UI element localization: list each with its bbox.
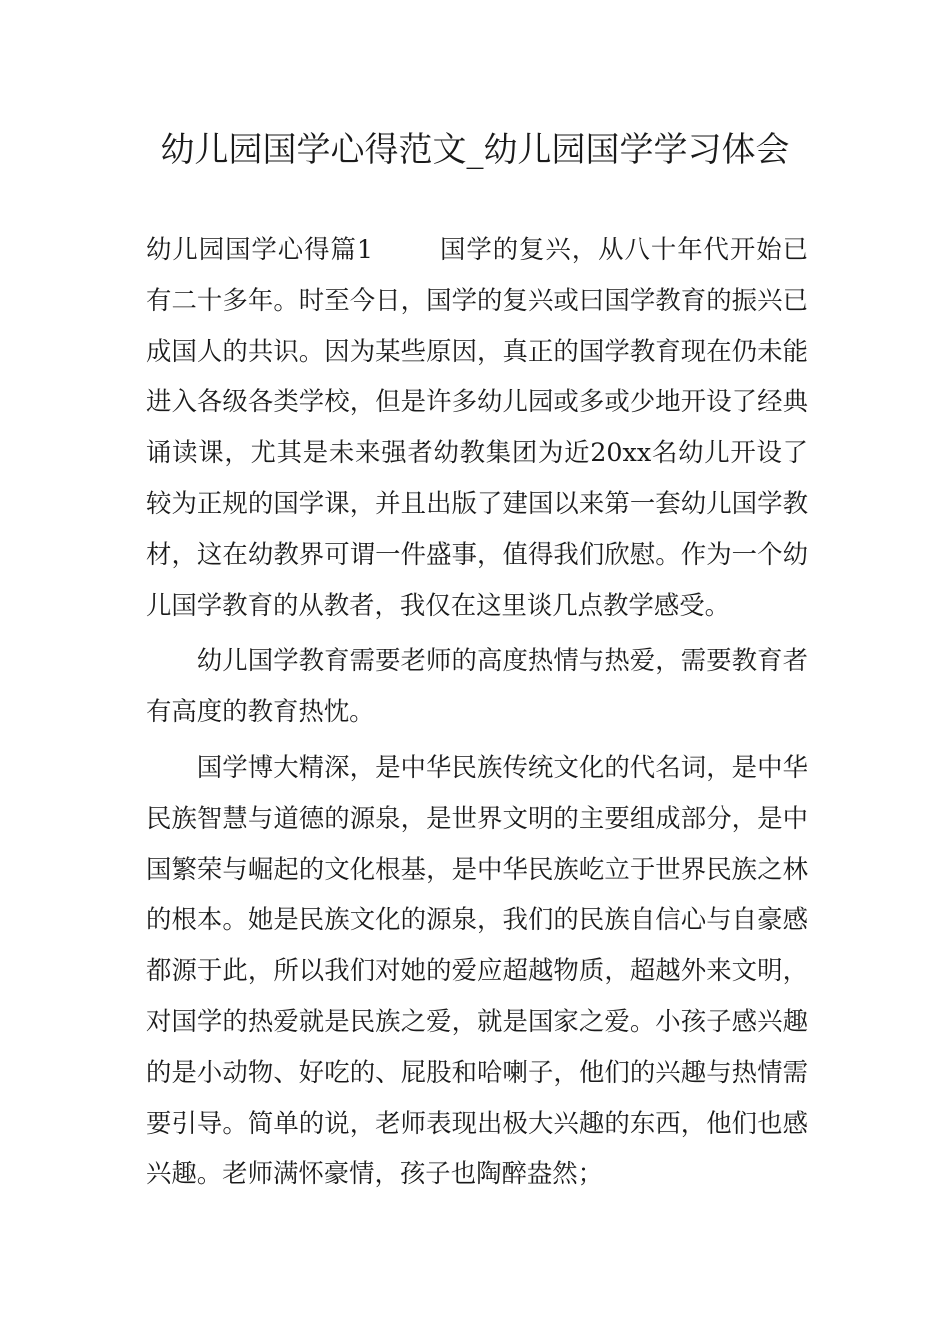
document-title: 幼儿园国学心得范文_幼儿园国学学习体会 — [160, 130, 790, 170]
paragraph-intro — [146, 224, 808, 630]
paragraph: 国学博大精深，是中华民族传统文化的代名词，是中华民族智慧与道德的源泉，是世界文明的主要组成部分，是中国繁荣与崛起的文化根基，是中华民族屹立于世界民族之林的根本。她是民族文化的源泉，我们的民族自信心与自豪感都源于此，所以我们对她的爱应超越物质，超越外来文明，对国学的热爱就是民族之爱，就是国家之爱。小孩子感兴趣的是小动物、好吃的、屁股和哈喇子，他们的兴趣与热情需要引导。简单的说，老师表现出极大兴趣的东西，他们也感兴趣。老师满怀豪情，孩子也陶醉盎然； — [146, 751, 808, 1189]
section-title: 幼儿园国学心得篇1 — [146, 234, 374, 264]
document-body — [146, 224, 808, 1204]
paragraph: 幼儿国学教育需要老师的高度热情与热爱，需要教育者有高度的教育热忱。 — [146, 645, 808, 727]
paragraph-text: 国学的复兴，从八十年代开始已有二十多年。时至今日，国学的复兴或曰国学教育的振兴已成国人的共识。因为某些原因，真正的国学教育现在仍未能进入各级各类学校，但是许多幼儿园或多或少地开设了经典诵读课，尤其是未来强者幼教集团为近20xx名幼儿开设了较为正规的国学课，并且出版了建国以来第一套幼儿国学教材，这在幼教界可谓一件盛事，值得我们欣慰。作为一个幼儿国学教育的从教者，我仅在这里谈几点教学感受。 — [146, 234, 809, 620]
